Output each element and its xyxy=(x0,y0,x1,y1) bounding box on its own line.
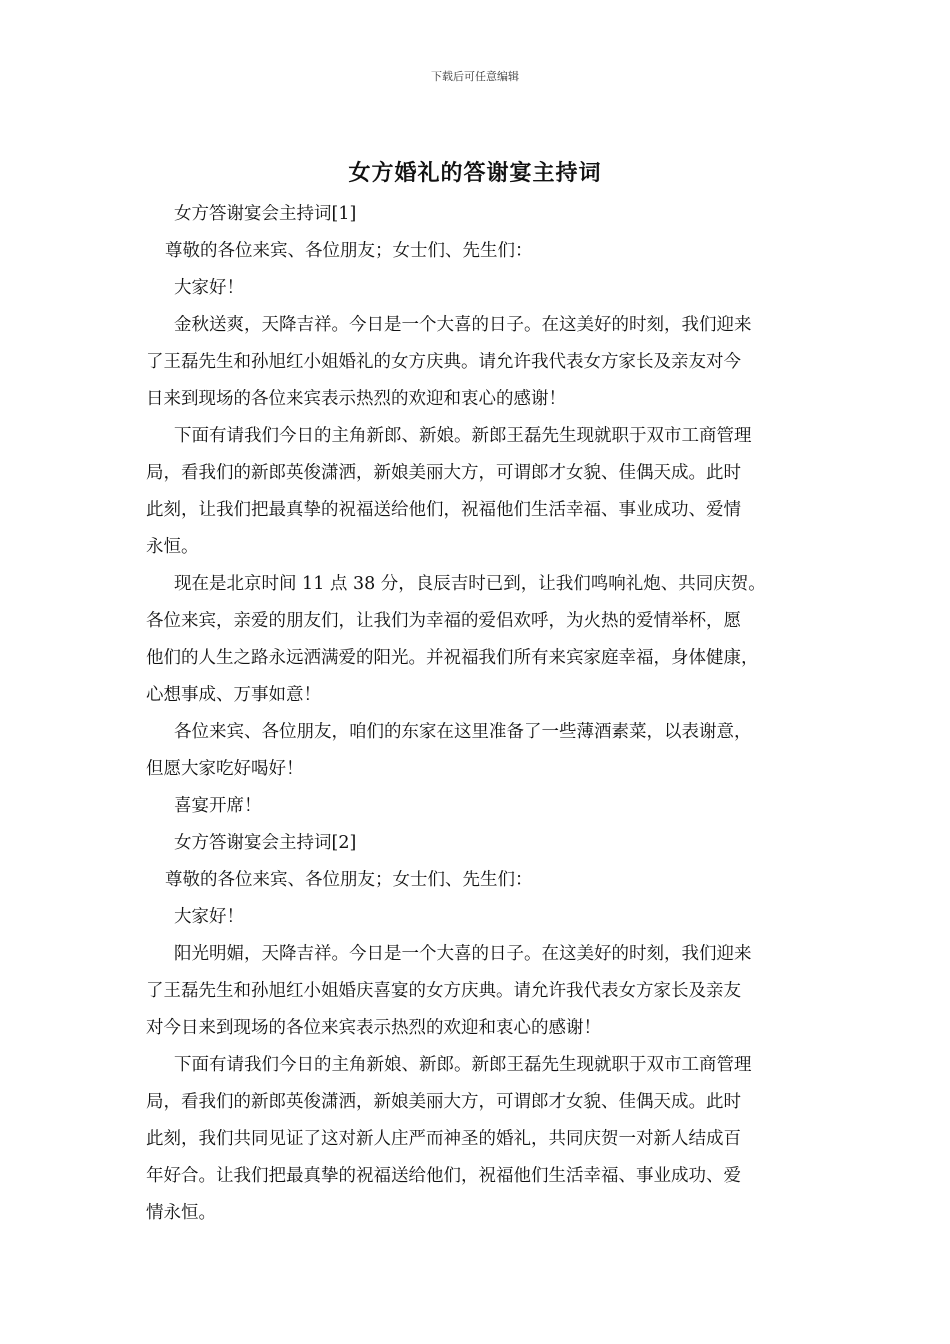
greeting-line: 尊敬的各位来宾、各位朋友；女士们、先生们： xyxy=(165,870,533,890)
paragraph-line: 各位来宾、各位朋友，咱们的东家在这里准备了一些薄酒素菜，以表谢意， xyxy=(174,722,752,742)
paragraph-line: 心想事成、万事如意！ xyxy=(146,685,321,705)
section-heading-1: 女方答谢宴会主持词[1] xyxy=(174,204,357,224)
paragraph-line: 但愿大家吃好喝好！ xyxy=(146,759,304,779)
paragraph-line: 金秋送爽，天降吉祥。今日是一个大喜的日子。在这美好的时刻，我们迎来 xyxy=(174,315,752,335)
paragraph-line: 下面有请我们今日的主角新郎、新娘。新郎王磊先生现就职于双市工商管理 xyxy=(174,426,752,446)
paragraph-line: 阳光明媚，天降吉祥。今日是一个大喜的日子。在这美好的时刻，我们迎来 xyxy=(174,944,752,964)
greeting-line: 尊敬的各位来宾、各位朋友；女士们、先生们： xyxy=(165,241,533,261)
header-note: 下载后可任意编辑 xyxy=(431,70,519,83)
greeting-line: 大家好！ xyxy=(174,278,244,298)
paragraph-line: 他们的人生之路永远洒满爱的阳光。并祝福我们所有来宾家庭幸福，身体健康， xyxy=(146,648,759,668)
document-body xyxy=(146,196,818,1232)
document-title: 女方婚礼的答谢宴主持词 xyxy=(348,160,602,186)
paragraph-line: 此刻，我们共同见证了这对新人庄严而神圣的婚礼，共同庆贺一对新人结成百 xyxy=(146,1129,741,1149)
paragraph-line: 局，看我们的新郎英俊潇洒，新娘美丽大方，可谓郎才女貌、佳偶天成。此时 xyxy=(146,1092,741,1112)
paragraph-line: 情永恒。 xyxy=(146,1203,216,1223)
greeting-line: 大家好！ xyxy=(174,907,244,927)
paragraph-line: 年好合。让我们把最真挚的祝福送给他们，祝福他们生活幸福、事业成功、爱 xyxy=(146,1166,741,1186)
section-heading-2: 女方答谢宴会主持词[2] xyxy=(174,833,357,853)
paragraph-line: 现在是北京时间 11 点 38 分，良辰吉时已到，让我们鸣响礼炮、共同庆贺。 xyxy=(174,574,766,594)
paragraph-line: 了王磊先生和孙旭红小姐婚礼的女方庆典。请允许我代表女方家长及亲友对今 xyxy=(146,352,741,372)
paragraph-line: 对今日来到现场的各位来宾表示热烈的欢迎和衷心的感谢！ xyxy=(146,1018,601,1038)
paragraph-line: 下面有请我们今日的主角新娘、新郎。新郎王磊先生现就职于双市工商管理 xyxy=(174,1055,752,1075)
paragraph-line: 各位来宾，亲爱的朋友们，让我们为幸福的爱侣欢呼，为火热的爱情举杯，愿 xyxy=(146,611,741,631)
paragraph-line: 了王磊先生和孙旭红小姐婚庆喜宴的女方庆典。请允许我代表女方家长及亲友 xyxy=(146,981,741,1001)
paragraph-line: 此刻，让我们把最真挚的祝福送给他们，祝福他们生活幸福、事业成功、爱情 xyxy=(146,500,741,520)
paragraph-line: 永恒。 xyxy=(146,537,199,557)
paragraph-line: 局，看我们的新郎英俊潇洒，新娘美丽大方，可谓郎才女貌、佳偶天成。此时 xyxy=(146,463,741,483)
paragraph-line: 喜宴开席！ xyxy=(174,796,262,816)
paragraph-line: 日来到现场的各位来宾表示热烈的欢迎和衷心的感谢！ xyxy=(146,389,566,409)
